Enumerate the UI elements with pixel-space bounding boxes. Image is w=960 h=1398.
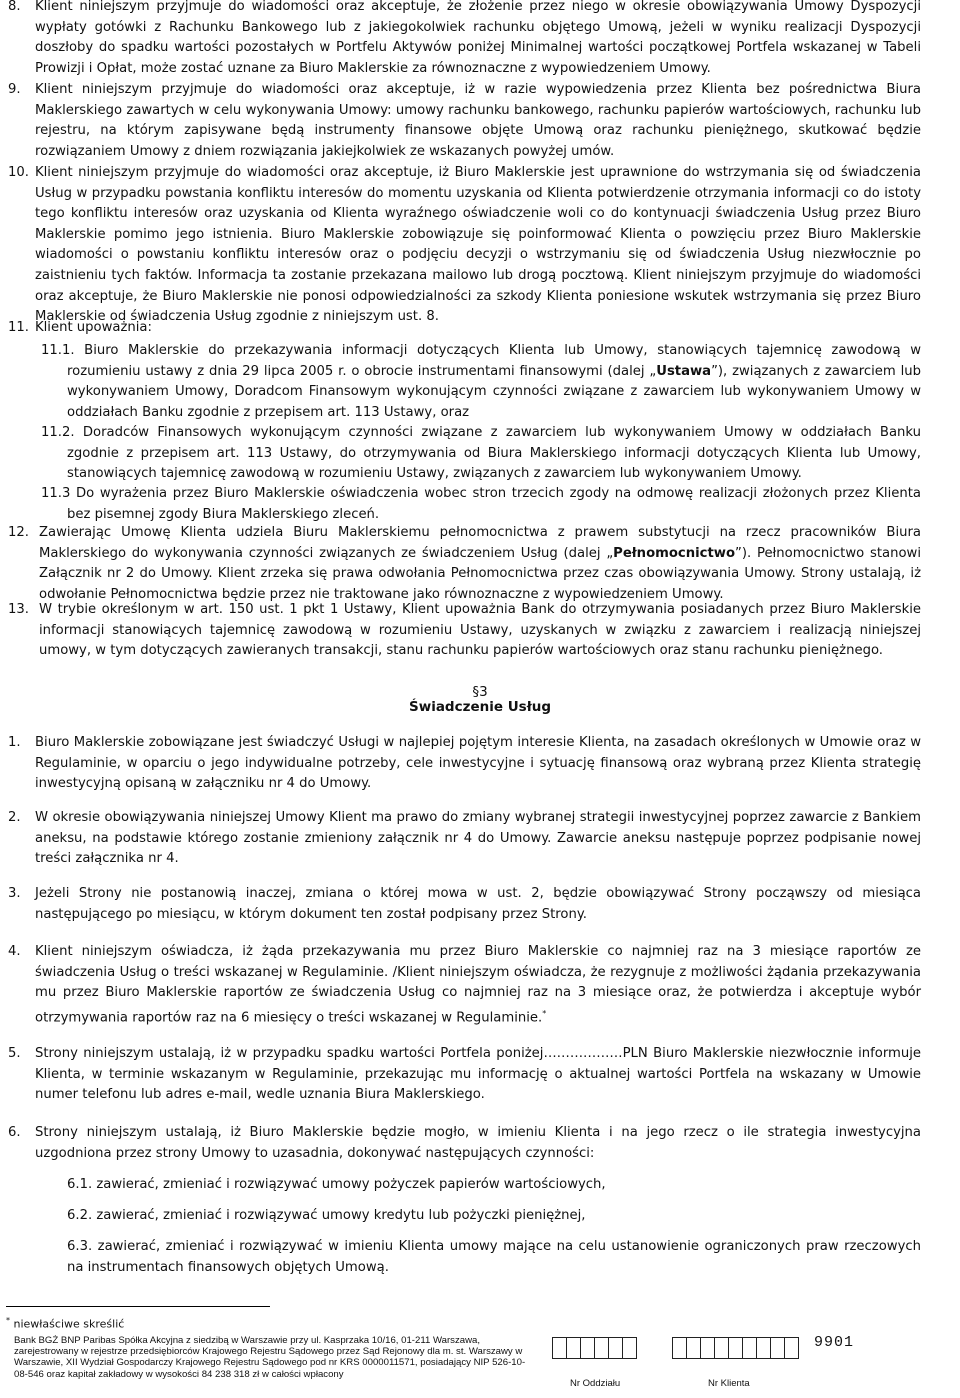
bank-legal-info: Bank BGŻ BNP Paribas Spółka Akcyjna z siedzibą w Warszawie przy ul. Kasprzaka 10/16, 01-211 Warszawa, zarejestrowany w rejestrze przedsiębiorców Krajowego Rejestru Sądowego przez Sąd Rejonowy dla m. st. Warszawy w Warszawie, XII Wydział Gospodarczy Krajowego Rejestru Sądowego pod nr KRS 0000011571, posiadający NIP 526-10-08-546 oraz kapitał zakładowy w wysokości 84 238 318 zł w całości wpłacony — [14, 1335, 526, 1380]
paragraph-11: Klient upoważnia: — [35, 320, 152, 335]
item-6-3: 6.3. zawierać, zmieniać i rozwiązywać w imieniu Klienta umowy mające na celu ustanowienie ograniczonych praw rzeczowych na instrumentach finansowych objętych Umową. — [67, 1239, 921, 1275]
paragraph-13: W trybie określonym w art. 150 ust. 1 pkt 1 Ustawy, Klient upoważnia Bank do otrzymywania posiadanych przez Biuro Maklerskie informacji stanowiących tajemnicę zawodową w rozumieniu Ustawy, uzyskanych w związku z zawarciem i realizacją niniejszej umowy, w tym dotyczących zawieranych transakcji, stanu rachunku papierów wartościowych oraz stanu rachunku pieniężnego. — [39, 602, 921, 659]
subparagraph-11-1-post: ”), związanych z zawarciem lub wykonywaniem Umowy, Doradcom Finansowym wykonującym czynności związane z zawarciem lub wykonywaniem Umowy w oddziałach Banku zgodnie z przepisem art. 113 Ustawy, oraz — [67, 363, 921, 420]
item-number: 2. — [8, 810, 21, 825]
paragraph-8: Klient niniejszym przyjmuje do wiadomości oraz akceptuje, że złożenie przez niego w okresie obowiązywania Umowy Dyspozycji wypłaty gotówki z Rachunku Bankowego lub z jakiegokolwiek rachunku objętego Umową, jeżeli w wyniku realizacji Dyspozycji doszłoby do spadku wartości pozostałych w Portfelu Aktywów poniżej Minimalnej wartości początkowej Portfela wskazanej w Tabeli Prowizji i Opłat, może zostać uznane za Biuro Maklerskie za równoznaczne z wypowiedzeniem Umowy. — [35, 0, 921, 76]
branch-number-label: Nr Oddziału — [570, 1378, 621, 1389]
branch-number-boxes[interactable] — [552, 1337, 636, 1359]
section-title: Świadczenie Usług — [409, 699, 551, 715]
defined-term-ustawa: Ustawa — [656, 363, 712, 379]
client-number-boxes[interactable] — [672, 1337, 798, 1359]
footnote-mark: * — [6, 1316, 10, 1325]
item-2: W okresie obowiązywania niniejszej Umowy Klient ma prawo do zmiany wybranej strategii inwestycyjnej poprzez zawarcie z Bankiem aneksu, na podstawie którego zostanie zmieniony załącznik nr 4 do Umowy. Zawarcie aneksu następuje poprzez podpisanie nowej treści załącznika nr 4. — [35, 810, 921, 867]
digit-box[interactable] — [714, 1337, 729, 1359]
defined-term-pelnomocnictwo: Pełnomocnictwo — [613, 545, 736, 561]
digit-box[interactable] — [742, 1337, 757, 1359]
digit-box[interactable] — [672, 1337, 687, 1359]
item-6-1: 6.1. zawierać, zmieniać i rozwiązywać umowy pożyczek papierów wartościowych, — [67, 1177, 606, 1192]
item-4-text: Klient niniejszym oświadcza, iż żąda przekazywania mu przez Biuro Maklerskie co najmniej raz na 3 miesiące raportów ze świadczenia Usług o treści wskazanej w Regulaminie. /Klient niniejszym oświadcza, że rezygnuje z możliwości żądania przekazywania mu przez Biuro Maklerskie raportów ze świadczenia Usług co najmniej raz na 3 miesiące oraz, że potwierdza i akceptuje wybór otrzymywania raportów raz na 6 miesięcy o treści wskazanej w Regulaminie. — [35, 944, 921, 1026]
paragraph-number: 12. — [8, 525, 29, 540]
paragraph-number: 10. — [8, 165, 29, 180]
digit-box[interactable] — [784, 1337, 799, 1359]
section-number: §3 — [472, 684, 488, 700]
item-1: Biuro Maklerskie zobowiązane jest świadczyć Usługi w najlepiej pojętym interesie Klienta, na zasadach określonych w Umowie oraz w Regulaminie, w oparciu o jego indywidualne potrzeby, cele inwestycyjne i sytuację finansową oraz wybraną przez Klienta strategię inwestycyjną opisaną w załączniku nr 4 do Umowy. — [35, 735, 921, 792]
digit-box[interactable] — [770, 1337, 785, 1359]
item-number: 5. — [8, 1046, 21, 1061]
digit-box[interactable] — [594, 1337, 609, 1359]
paragraph-12-post: ”). Pełnomocnictwo stanowi Załącznik nr 2 do Umowy. Klient zrzeka się prawa odwołania Pełnomocnictwa przez czas obowiązywania Umowy. Strony ustalają, iż odwołanie Pełnomocnictwa będzie przez nie traktowane jako równoznaczne z wypowiedzeniem Umowy. — [39, 545, 921, 602]
footnote — [6, 1314, 124, 1332]
digit-box[interactable] — [622, 1337, 637, 1359]
digit-box[interactable] — [756, 1337, 771, 1359]
paragraph-number: 9. — [8, 82, 21, 97]
footnote-text: niewłaściwe skreślić — [13, 1317, 125, 1331]
item-number: 1. — [8, 735, 21, 750]
item-4 — [35, 942, 921, 1029]
item-5: Strony niniejszym ustalają, iż w przypadku spadku wartości Portfela poniżej………………PLN Biuro Maklerskie niezwłocznie informuje Klienta, w terminie wskazanym w Regulaminie, przekazując mu informację o aktualnej wartości Portfela na wskazany w Umowie numer telefonu lub adres e-mail, wedle uznania Biura Maklerskiego. — [35, 1046, 921, 1103]
item-number: 6. — [8, 1125, 21, 1140]
subparagraph-11-1 — [41, 341, 921, 423]
digit-box[interactable] — [608, 1337, 623, 1359]
paragraph-12-pre: Zawierając Umowę Klienta udziela Biuru Maklerskiemu pełnomocnictwa z prawem substytucji na rzecz pracowników Biura Maklerskiego do wykonywania czynności związanych ze świadczeniem Usług (dalej „ — [39, 525, 921, 561]
paragraph-10: Klient niniejszym przyjmuje do wiadomości oraz akceptuje, iż Biuro Maklerskie jest uprawnione do wstrzymania się od świadczenia Usług w przypadku powstania konfliktu interesów do momentu uzyskania od Klienta potwierdzenie otrzymania informacji co do istoty tego konfliktu interesów oraz uzyskania od Klienta wyraźnego oświadczenie woli co do kontynuacji świadczenia Usług przez Biuro Maklerskie pomimo jego istnienia. Biuro Maklerskie zobowiązuje się poinformować Klienta o powzięciu przez Biuro Maklerskie wiadomości o powstaniu konfliktu interesów oraz o podjęciu decyzji o wstrzymaniu się od świadczenia Usług niezwłocznie po zaistnieniu tych faktów. Informacja ta zostanie przekazana mailowo lub drogą pocztową. Klient niniejszym przyjmuje do wiadomości oraz akceptuje, że Biuro Maklerskie nie ponosi odpowiedzialności za szkody Klienta poniesione wskutek wstrzymania się przez Biuro Maklerskie od świadczenia Usług zgodnie z niniejszym ust. 8. — [35, 165, 921, 325]
digit-box[interactable] — [686, 1337, 701, 1359]
paragraph-9: Klient niniejszym przyjmuje do wiadomości oraz akceptuje, iż w razie wypowiedzenia przez Klienta bez pośrednictwa Biura Maklerskiego zawartych w celu wykonywania Umowy: umowy rachunku bankowego, rachunku papierów wartościowych, rachunku lub rejestru, na którym zapisywane będą instrumenty finansowe objęte Umową oraz rachunku pieniężnego, skutkować będzie rozwiązaniem Umowy z dniem rozwiązania jakiejkolwiek ze wskazanych powyżej umów. — [35, 82, 921, 159]
digit-box[interactable] — [552, 1337, 567, 1359]
paragraph-number: 8. — [8, 0, 21, 14]
digit-box[interactable] — [580, 1337, 595, 1359]
digit-box[interactable] — [566, 1337, 581, 1359]
form-code: 9901 — [814, 1334, 855, 1351]
digit-box[interactable] — [700, 1337, 715, 1359]
footnote-separator — [6, 1306, 270, 1307]
client-number-label: Nr Klienta — [708, 1378, 750, 1389]
digit-box[interactable] — [728, 1337, 743, 1359]
item-6: Strony niniejszym ustalają, iż Biuro Maklerskie będzie mogło, w imieniu Klienta i na jego rzecz o ile strategia inwestycyjna uzgodniona przez strony Umowy to uzasadnia, dokonywać następujących czynności: — [35, 1125, 921, 1161]
item-number: 4. — [8, 944, 21, 959]
subparagraph-11-1-pre: 11.1. Biuro Maklerskie do przekazywania informacji dotyczących Klienta lub Umowy, stanowiących tajemnicę zawodową w rozumieniu ustawy z dnia 29 lipca 2005 r. o obrocie instrumentami finansowymi (dalej „ — [41, 343, 921, 379]
subparagraph-11-3: 11.3 Do wyrażenia przez Biuro Maklerskie oświadczenia wobec stron trzecich zgody na odmowę realizacji złożonych przez Klienta bez pisemnej zgody Biura Maklerskiego zleceń. — [41, 486, 921, 522]
item-6-2: 6.2. zawierać, zmieniać i rozwiązywać umowy kredytu lub pożyczki pieniężnej, — [67, 1208, 586, 1223]
paragraph-12 — [39, 523, 921, 605]
paragraph-number: 11. — [8, 320, 29, 335]
item-number: 3. — [8, 886, 21, 901]
paragraph-number: 13. — [8, 602, 29, 617]
item-3: Jeżeli Strony nie postanowią inaczej, zmiana o której mowa w ust. 2, będzie obowiązywać Strony począwszy od miesiąca następującego po miesiącu, w którym dokument ten został podpisany przez Strony. — [35, 886, 921, 922]
subparagraph-11-2: 11.2. Doradców Finansowych wykonującym czynności związane z zawarciem lub wykonywaniem Umowy w oddziałach Banku zgodnie z przepisem art. 113 Ustawy, do otrzymywania od Biura Maklerskiego informacji dotyczących Klienta lub Umowy, stanowiących tajemnicę zawodową w rozumieniu Ustawy, związanych z zawarciem lub wykonywaniem Umowy. — [41, 425, 921, 482]
footnote-marker: * — [542, 1008, 547, 1018]
